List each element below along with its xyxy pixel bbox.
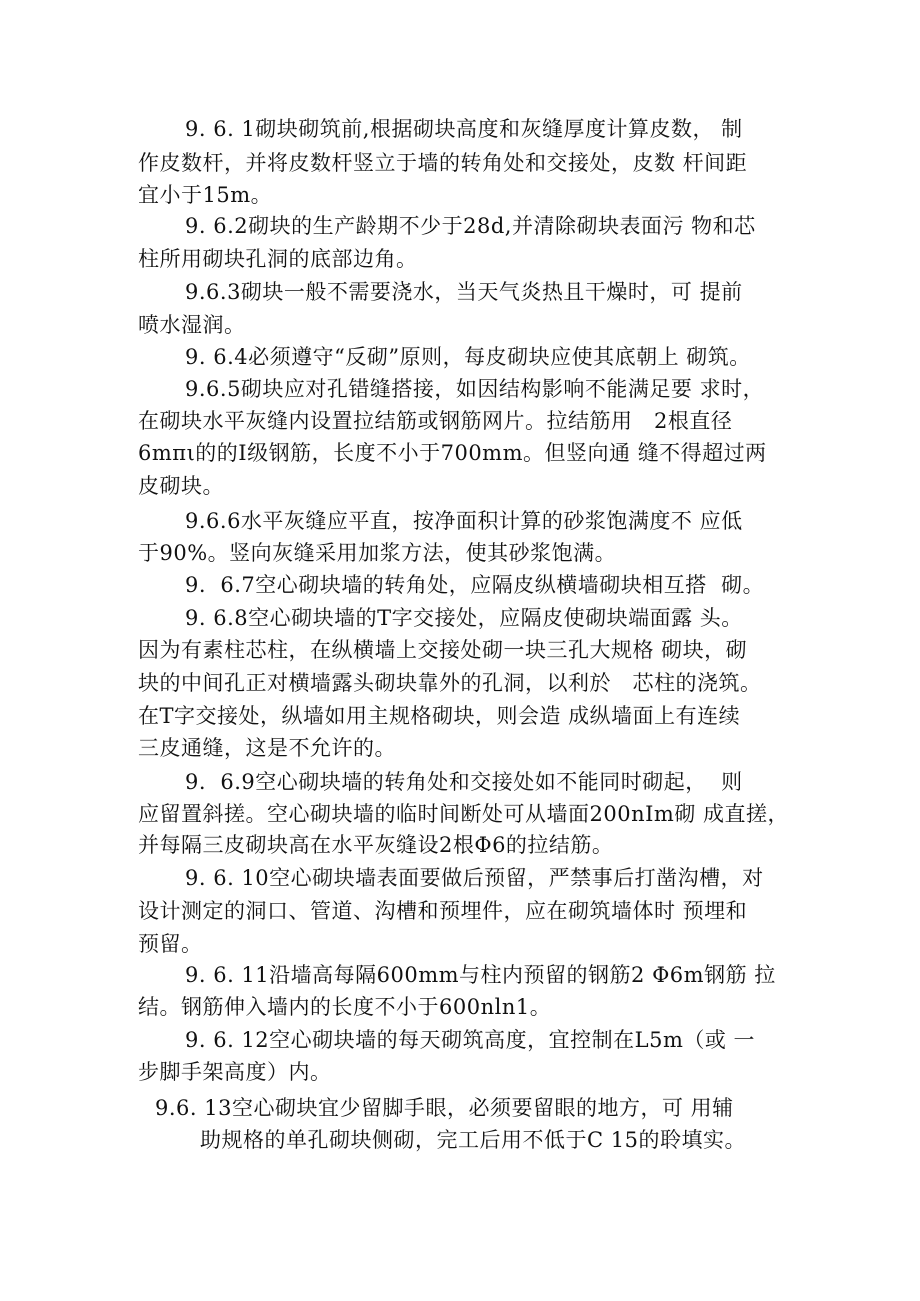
text-line: 三皮通缝，这是不允许的。 (138, 736, 396, 760)
text-line: 结。钢筋伸入墙内的长度不小于600nln1。 (138, 995, 552, 1019)
text-line: 9.6. 13空心砌块宜少留脚手眼，必须要留眼的地方，可 用辅 (155, 1096, 734, 1120)
text-line: 因为有素柱芯柱，在纵横墙上交接处砌一块三孔大规格 砌块，砌 (138, 638, 748, 662)
text-line: 设计测定的洞口、管道、沟槽和预埋件，应在砌筑墙体时 预埋和 (138, 899, 748, 923)
text-line: 块的中间孔正对横墙露头砌块靠外的孔洞，以利於 芯柱的浇筑。 (138, 671, 762, 695)
text-line: 在T字交接处，纵墙如用主规格砌块，则会造 成纵墙面上有连续 (138, 704, 741, 728)
text-line: 9.6.5砌块应对孔错缝搭接，如因结构影响不能满足要 求时， (185, 377, 765, 401)
text-line: 预留。 (138, 932, 203, 956)
text-line: 作皮数杆，并将皮数杆竖立于墙的转角处和交接处，皮数 杆间距 (138, 151, 748, 175)
text-line: 9. 6.2砌块的生产龄期不少于28d,并清除砌块表面污 物和芯 (185, 214, 756, 238)
text-line: 于90%。竖向灰缝采用加浆方法，使其砂浆饱满。 (138, 541, 617, 565)
text-line: 宜小于15m。 (138, 183, 273, 207)
text-line: 9. 6. 12空心砌块墙的每天砌筑高度，宜控制在L5m（或 一 (185, 1028, 756, 1052)
text-line: 9. 6.9空心砌块墙的转角处和交接处如不能同时砌起， 则 (185, 770, 743, 794)
text-line: 9.6.6水平灰缝应平直，按净面积计算的砂浆饱满度不 应低 (185, 509, 743, 533)
text-line: 9. 6. 11沿墙高每隔600mm与柱内预留的钢筋2 Φ6m钢筋 拉 (185, 963, 776, 987)
text-line: 喷水湿润。 (138, 313, 246, 337)
text-line: 9. 6.4必须遵守“反砌”原则，每皮砌块应使其底朝上 砌筑。 (185, 345, 751, 369)
text-line: 6mπι的的I级钢筋，长度不小于700mm。但竖向通 缝不得超过两 (138, 441, 767, 465)
text-line: 柱所用砌块孔洞的底部边角。 (138, 247, 418, 271)
text-line: 9. 6.8空心砌块墙的T字交接处，应隔皮使砌块端面露 头。 (185, 606, 743, 630)
text-line: 应留置斜搓。空心砌块墙的临时间断处可从墙面200nIm砌 成直搓， (138, 802, 789, 826)
text-line: 9.6.3砌块一般不需要浇水，当天气炎热且干燥时，可 提前 (185, 280, 743, 304)
text-line: 助规格的单孔砌块侧砌，完工后用不低于C 15的聆填实。 (200, 1128, 746, 1152)
text-line: 9. 6. 10空心砌块墙表面要做后预留，严禁事后打凿沟槽，对 (185, 866, 764, 890)
text-line: 9. 6.7空心砌块墙的转角处，应隔皮纵横墙砌块相互搭 砌。 (185, 573, 765, 597)
text-line: 9. 6. 1砌块砌筑前,根据砌块高度和灰缝厚度计算皮数， 制 (185, 117, 743, 141)
text-line: 在砌块水平灰缝内设置拉结筋或钢筋网片。拉结筋用 2根直径 (138, 409, 733, 433)
text-line: 皮砌块。 (138, 474, 224, 498)
text-line: 步脚手架高度）内。 (138, 1060, 332, 1084)
text-line: 并每隔三皮砌块高在水平灰缝设2根Φ6的拉结筋。 (138, 833, 614, 857)
